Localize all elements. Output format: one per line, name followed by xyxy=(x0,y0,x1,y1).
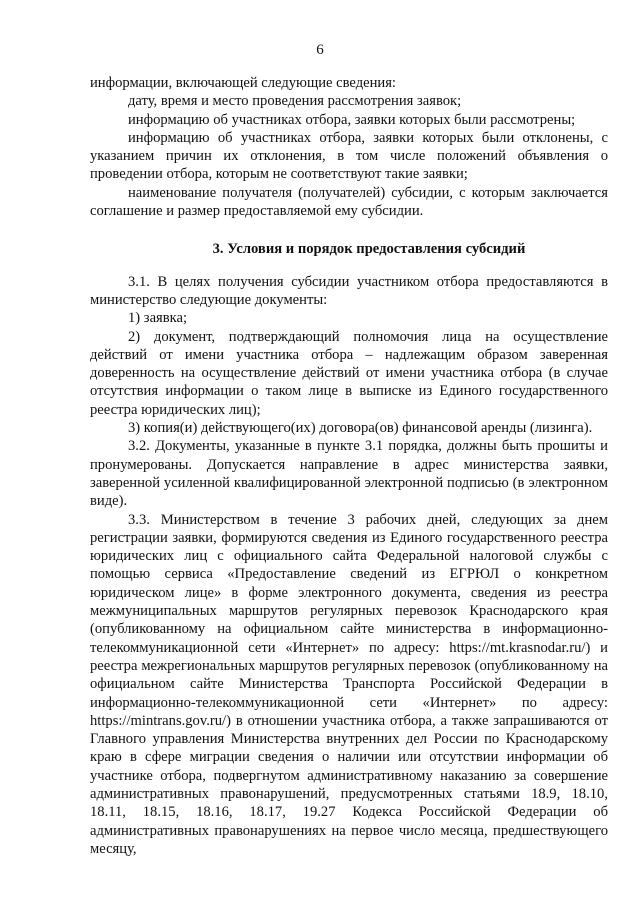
section-heading: 3. Условия и порядок предоставления субсидий xyxy=(212,241,526,258)
paragraph: 3.2. Документы, указанные в пункте 3.1 порядка, должны быть прошиты и пронумерованы. Допускается направление в адрес министерства заявки, заверенной усиленной квалифицированной электронной подписью (в электронном виде). xyxy=(90,438,608,510)
paragraph: 3.1. В целях получения субсидии участником отбора предоставляются в министерство следующие документы: xyxy=(90,273,608,308)
paragraph: 3.3. Министерством в течение 3 рабочих дней, следующих за днем регистрации заявки, формируются сведения из Единого государственного реестра юридических лиц с официального сайта Федеральной налоговой службы с помощью сервиса «Предоставление сведений из ЕГРЮЛ о конкретном юридическом лице» в форме электронного документа, сведения из реестра межмуниципальных маршрутов регулярных перевозок Краснодарского края (опубликованному на официальном сайте министерства в информационно-телекоммуникационной сети «Интернет» по адресу: https://mt.krasnodar.ru/) и реестра межрегиональных маршрутов регулярных перевозок (опубликованному на официальном сайте Министерства Транспорта Российской Федерации в информационно-телекоммуникационной сети «Интернет» по адресу: https://mintrans.gov.ru/) в отношении участника отбора, а также запрашиваются от Главного управления Министерства внутренних дел России по Краснодарскому краю в сфере миграции сведения о наличии или отсутствии информации об участнике отбора, подвергнутом административному наказанию за совершение административных правонарушений, предусмотренных статьями 18.9, 18.10, 18.11, 18.15, 18.16, 18.17, 19.27 Кодекса Российской Федерации об административных правонарушениях на первое число месяца, предшествующего месяцу, xyxy=(90,511,608,857)
paragraph: 1) заявка; xyxy=(128,310,188,327)
paragraph: дату, время и место проведения рассмотрения заявок; xyxy=(128,93,462,110)
page-number: 6 xyxy=(316,42,324,58)
paragraph: информацию об участниках отбора, заявки которых были отклонены, с указанием причин их отклонения, в том числе положений объявления о проведении отбора, которым не соответствуют такие заявки; xyxy=(90,129,608,183)
paragraph: информацию об участниках отбора, заявки которых были рассмотрены; xyxy=(128,111,576,128)
paragraph: информации, включающей следующие сведения: xyxy=(90,75,396,91)
document-body xyxy=(90,74,608,858)
paragraph: 2) документ, подтверждающий полномочия лица на осуществление действий от имени участника отбора – надлежащим образом заверенная доверенность на осуществление действий от имени участника отбора (в случае отсутствия информации о таком лице в выписке из Единого государственного реестра юридических лиц); xyxy=(90,328,608,418)
paragraph: 3) копия(и) действующего(их) договора(ов) финансовой аренды (лизинга). xyxy=(128,420,593,437)
paragraph: наименование получателя (получателей) субсидии, с которым заключается соглашение и размер предоставляемой ему субсидии. xyxy=(90,184,608,220)
